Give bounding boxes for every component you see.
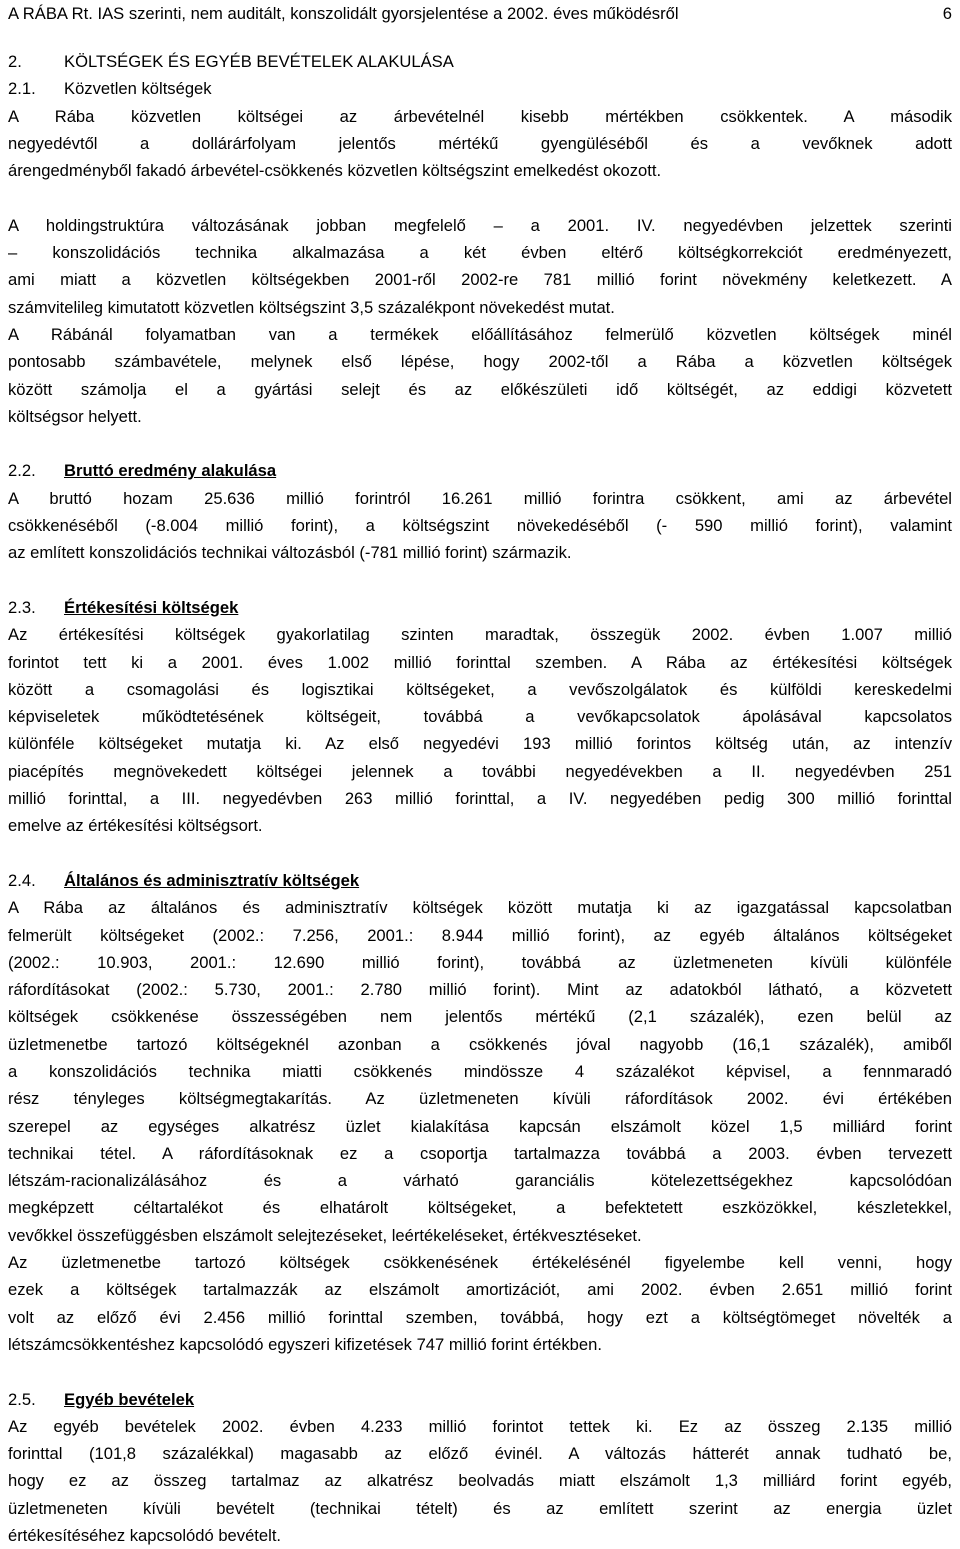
section-number: 2.4. <box>8 870 36 890</box>
text-line: forinttal (101,8 százalékkal) magasabb az előző évinél. A változás hátterét annak tudható be, <box>8 1444 952 1464</box>
section-2-1-heading <box>8 75 952 102</box>
text-line: üzletmenetbe tartozó költségeknél azonban a csökkenés jóval nagyobb (16,1 százalék), amiből <box>8 1034 952 1054</box>
paragraph <box>8 1413 952 1549</box>
text-line: között a csomagolási és logisztikai költségeket, a vevőszolgálatok és külföldi kereskedelmi <box>8 679 952 699</box>
text-line: A Rábánál folyamatban van a termékek előállításához felmerülő közvetlen költségek minél <box>8 324 952 344</box>
text-line: üzletmeneten kívüli bevételt (technikai tételt) és az említett szerint az energia üzlet <box>8 1498 952 1518</box>
section-title: Egyéb bevételek <box>64 1389 195 1409</box>
paragraph <box>8 621 952 839</box>
section-2-2-heading <box>8 457 952 484</box>
text-line: ezek a költségek tartalmazzák az elszámolt amortizációt, ami 2002. évben 2.651 millió forint <box>8 1280 952 1300</box>
text-line: hogy ez az összeg tartalmaz az alkatrész beolvadás miatt elszámolt 1,3 milliárd forint egyéb, <box>8 1471 952 1491</box>
text-line: (2002.: 10.903, 2001.: 12.690 millió forint), továbbá az üzletmeneten kívüli különféle <box>8 952 952 972</box>
text-line: szerepel az egységes alkatrész üzlet kialakítása kapcsán elszámolt közel 1,5 milliárd forint <box>8 1116 952 1136</box>
section-2-5-heading <box>8 1386 952 1413</box>
text-line: A Rába közvetlen költségei az árbevételnél kisebb mértékben csökkentek. A második <box>8 106 952 126</box>
document-body <box>8 48 952 1549</box>
text-line: technikai tétel. A ráfordításoknak ez a csoportja tartalmazza továbbá a 2003. évben tervezett <box>8 1143 952 1163</box>
text-line: ami miatt a közvetlen költségekben 2001-ről 2002-re 781 millió forint növekmény keletkezett. A <box>8 270 952 290</box>
text-line: a konszolidációs technika miatti csökkenés mindössze 4 százalékot képvisel, a fennmaradó <box>8 1061 952 1081</box>
paragraph <box>8 212 952 321</box>
text-line: emelve az értékesítési költségsort. <box>8 816 263 836</box>
text-line: pontosabb számbavétele, melynek első lépése, hogy 2002-től a Rába a közvetlen költségek <box>8 352 952 372</box>
text-line: költségsor helyett. <box>8 406 142 426</box>
section-number: 2.5. <box>8 1389 36 1409</box>
section-2-3-heading <box>8 594 952 621</box>
text-line: piacépítés megnövekedett költségei jelennek a további negyedévekben a II. negyedévben 251 <box>8 761 952 781</box>
text-line: vevőkkel összefüggésben elszámolt selejtezéseket, leértékeléseket, értékvesztéseket. <box>8 1225 642 1245</box>
section-number: 2. <box>8 52 22 71</box>
section-title: Értékesítési költségek <box>64 597 239 617</box>
text-line: megképzett céltartalékot és elhatárolt költségeket, a befektetett eszközökkel, készletekkel, <box>8 1198 952 1218</box>
section-title: Bruttó eredmény alakulása <box>64 461 277 481</box>
text-line: – konszolidációs technika alkalmazása a két évben eltérő költségkorrekciót eredményezett, <box>8 243 952 263</box>
section-title: Közvetlen költségek <box>64 79 212 99</box>
page-header <box>8 2 952 26</box>
text-line: negyedévtől a dollárárfolyam jelentős mértékű gyengüléséből és a vevőknek adott <box>8 133 952 153</box>
section-title: KÖLTSÉGEK ÉS EGYÉB BEVÉTELEK ALAKULÁSA <box>64 52 454 71</box>
paragraph <box>8 1249 952 1358</box>
text-line: millió forinttal, a III. negyedévben 263 millió forinttal, a IV. negyedében pedig 300 millió forinttal <box>8 789 952 809</box>
text-line: rész tényleges költségmegtakarítás. Az üzletmeneten kívüli ráfordítások 2002. évi értékében <box>8 1089 952 1109</box>
text-line: az említett konszolidációs technikai változásból (-781 millió forint) származik. <box>8 543 572 563</box>
text-line: Az üzletmenetbe tartozó költségek csökkenésének értékelésénél figyelembe kell venni, hogy <box>8 1253 952 1273</box>
section-number: 2.2. <box>8 461 36 481</box>
text-line: felmerült költségeket (2002.: 7.256, 2001.: 8.944 millió forint), az egyéb általános költségeket <box>8 925 952 945</box>
header-title: A RÁBA Rt. IAS szerinti, nem auditált, konszolidált gyorsjelentése a 2002. éves működésről <box>8 4 679 23</box>
section-title: Általános és adminisztratív költségek <box>64 870 360 890</box>
text-line: között számolja el a gyártási selejt és az előkészületi idő költségét, az eddigi közvetett <box>8 379 952 399</box>
text-line: értékesítéséhez kapcsolódó bevételt. <box>8 1526 282 1546</box>
text-line: A Rába az általános és adminisztratív költségek között mutatja ki az igazgatással kapcsolatban <box>8 898 952 918</box>
section-number: 2.3. <box>8 597 36 617</box>
paragraph <box>8 894 952 1249</box>
section-2-heading <box>8 48 952 75</box>
text-line: csökkenéséből (-8.004 millió forint), a költségszint növekedéséből (- 590 millió forint), valamint <box>8 516 952 536</box>
text-line: árengedményből fakadó árbevétel-csökkenés közvetlen költségszint emelkedést okozott. <box>8 161 662 181</box>
text-line: költségek csökkenése összességében nem jelentős mértékű (2,1 százalék), ezen belül az <box>8 1007 952 1027</box>
text-line: számvitelileg kimutatott közvetlen költségszint 3,5 százalékpont növekedést mutat. <box>8 297 615 317</box>
paragraph <box>8 321 952 430</box>
text-line: különféle költségeket mutatja ki. Az első negyedévi 193 millió forintos költség után, az intenzív <box>8 734 952 754</box>
page-number: 6 <box>942 4 952 23</box>
text-line: volt az előző évi 2.456 millió forinttal szemben, továbbá, hogy ezt a költségtömeget növelték a <box>8 1307 952 1327</box>
text-line: Az értékesítési költségek gyakorlatilag szinten maradtak, összegük 2002. évben 1.007 millió <box>8 625 952 645</box>
text-line: A bruttó hozam 25.636 millió forintról 16.261 millió forintra csökkent, ami az árbevétel <box>8 488 952 508</box>
text-line: képviseletek működtetésének költségeit, továbbá a vevőkapcsolatok ápolásával kapcsolatos <box>8 707 952 727</box>
text-line: létszámcsökkentéshez kapcsolódó egyszeri kifizetések 747 millió forint értékben. <box>8 1334 602 1354</box>
section-2-4-heading <box>8 867 952 894</box>
text-line: forintot tett ki a 2001. éves 1.002 millió forinttal szemben. A Rába az értékesítési költségek <box>8 652 952 672</box>
text-line: ráfordításokat (2002.: 5.730, 2001.: 2.780 millió forint). Mint az adatokból látható, a közvetett <box>8 980 952 1000</box>
text-line: A holdingstruktúra változásának jobban megfelelő – a 2001. IV. negyedévben jelzettek szerinti <box>8 215 952 235</box>
section-number: 2.1. <box>8 79 36 99</box>
paragraph <box>8 103 952 185</box>
text-line: létszám-racionalizálásához és a várható garanciális kötelezettségekhez kapcsolódóan <box>8 1171 952 1191</box>
paragraph <box>8 485 952 567</box>
text-line: Az egyéb bevételek 2002. évben 4.233 millió forintot tettek ki. Ez az összeg 2.135 millió <box>8 1416 952 1436</box>
